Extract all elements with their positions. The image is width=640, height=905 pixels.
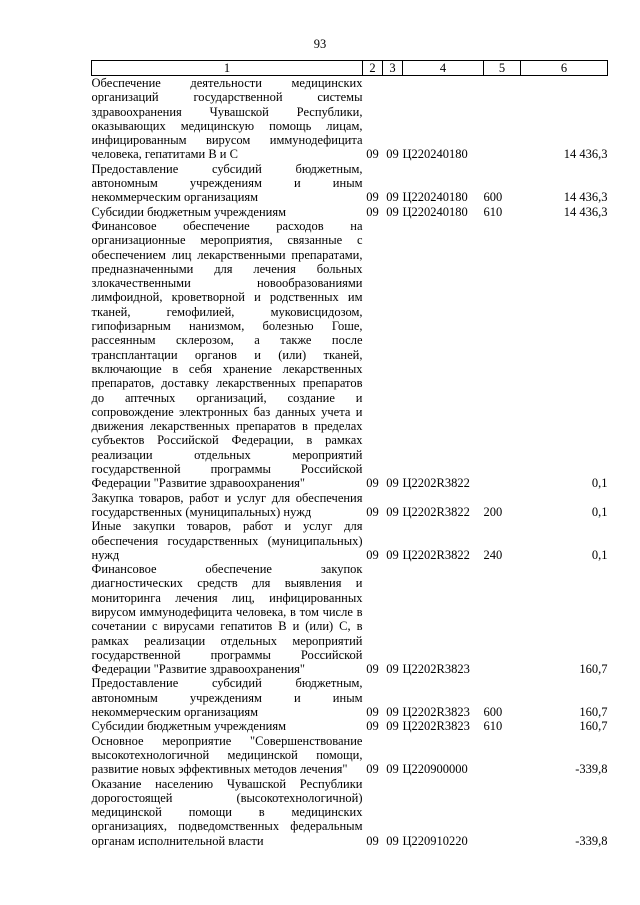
row-name: Основное мероприятие "Совершенствование высокотехнологичной медицинской помощи, развитие новых эффективных методов лечения" xyxy=(91,733,363,777)
table-row xyxy=(92,219,608,491)
row-name: Закупка товаров, работ и услуг для обеспечения государственных (муниципальных) нужд xyxy=(91,490,363,519)
row-name: Субсидии бюджетным учреждениям xyxy=(91,204,287,219)
row-target-item: Ц2202R3823 xyxy=(402,705,470,720)
row-amount: 0,1 xyxy=(591,504,608,519)
row-section: 09 xyxy=(366,719,379,734)
row-amount: 160,7 xyxy=(579,719,608,734)
row-name: Иные закупки товаров, работ и услуг для обеспечения государственных (муниципальных) нужд xyxy=(91,519,363,562)
row-expense-type: 240 xyxy=(483,547,503,562)
row-amount: 0,1 xyxy=(591,476,608,491)
column-header-amount: 6 xyxy=(521,61,608,76)
row-section: 09 xyxy=(366,762,379,777)
row-expense-type: 200 xyxy=(483,504,503,519)
row-section: 09 xyxy=(366,204,379,219)
row-subsection: 09 xyxy=(386,204,399,219)
row-amount: 14 436,3 xyxy=(563,147,608,162)
row-amount: 160,7 xyxy=(579,662,608,677)
row-target-item: Ц220910220 xyxy=(402,833,468,848)
row-subsection: 09 xyxy=(386,762,399,777)
row-amount: 14 436,3 xyxy=(563,204,608,219)
column-header-section: 2 xyxy=(363,61,383,76)
column-header-subsection: 3 xyxy=(383,61,403,76)
row-subsection: 09 xyxy=(386,547,399,562)
row-name: Финансовое обеспечение закупок диагностических средств для выявления и мониторинга лечения лиц, инфицированных вирусом иммунодефицита человека, в том числе в сочетании с вирусами гепатитов B и (или) C, в рамках реализации отдельных мероприятий государственной программы Российской Федерации "Развитие здравоохранения" xyxy=(91,562,363,677)
row-target-item: Ц220240180 xyxy=(402,147,468,162)
row-subsection: 09 xyxy=(386,662,399,677)
column-number-header xyxy=(92,61,608,76)
table-row xyxy=(92,491,608,520)
table-row xyxy=(92,162,608,205)
row-subsection: 09 xyxy=(386,833,399,848)
row-expense-type: 610 xyxy=(483,204,503,219)
row-target-item: Ц220240180 xyxy=(402,190,468,205)
column-header-expense-type: 5 xyxy=(484,61,521,76)
row-section: 09 xyxy=(366,547,379,562)
table-row xyxy=(92,519,608,562)
table-row xyxy=(92,676,608,719)
row-expense-type: 600 xyxy=(483,190,503,205)
page-number: 93 xyxy=(313,37,327,51)
row-amount: 160,7 xyxy=(579,705,608,720)
row-target-item: Ц2202R3822 xyxy=(402,476,470,491)
row-subsection: 09 xyxy=(386,719,399,734)
table-row xyxy=(92,205,608,219)
row-section: 09 xyxy=(366,190,379,205)
table-row xyxy=(92,734,608,777)
row-section: 09 xyxy=(366,662,379,677)
row-amount: 14 436,3 xyxy=(563,190,608,205)
row-section: 09 xyxy=(366,705,379,720)
row-name: Предоставление субсидий бюджетным, автономным учреждениям и иным некоммерческим организациям xyxy=(91,676,363,720)
row-section: 09 xyxy=(366,833,379,848)
row-target-item: Ц2202R3822 xyxy=(402,504,470,519)
row-expense-type xyxy=(484,734,521,777)
row-name: Финансовое обеспечение расходов на организационные мероприятия, связанные с обеспечением лиц лекарственными препаратами, предназначенными для лечения больных злокачественными новообразованиями лимфоидной, кроветворной и родственных им тканей, гемофилией, муковисцидозом, гипофизарным нанизмом, болезнью Гоше, рассеянным склерозом, а также после трансплантации органов и (или) тканей, включающие в себя хранение лекарственных препаратов, доставку лекарственных препаратов до аптечных организаций, создание и сопровождение электронных баз данных учета и движения лекарственных препаратов в пределах субъектов Российской Федерации, в рамках реализации отдельных мероприятий государственной программы Российской Федерации "Развитие здравоохранения" xyxy=(91,218,363,491)
row-expense-type: 600 xyxy=(483,705,503,720)
row-name: Субсидии бюджетным учреждениям xyxy=(91,719,287,734)
row-target-item: Ц220900000 xyxy=(402,762,468,777)
row-subsection: 09 xyxy=(386,190,399,205)
row-expense-type xyxy=(484,219,521,491)
row-target-item: Ц220240180 xyxy=(402,204,468,219)
row-subsection: 09 xyxy=(386,476,399,491)
row-expense-type xyxy=(484,777,521,848)
row-target-item: Ц2202R3822 xyxy=(402,547,470,562)
row-section: 09 xyxy=(366,476,379,491)
column-header-target-item: 4 xyxy=(403,61,484,76)
column-header-name: 1 xyxy=(92,61,363,76)
row-amount: 0,1 xyxy=(591,547,608,562)
row-subsection: 09 xyxy=(386,504,399,519)
row-section: 09 xyxy=(366,147,379,162)
table-row xyxy=(92,719,608,733)
row-expense-type: 610 xyxy=(483,719,503,734)
row-name: Предоставление субсидий бюджетным, автономным учреждениям и иным некоммерческим организациям xyxy=(91,161,363,205)
row-target-item: Ц2202R3823 xyxy=(402,719,470,734)
table-row xyxy=(92,76,608,162)
row-amount: -339,8 xyxy=(575,762,608,777)
row-target-item: Ц2202R3823 xyxy=(402,662,470,677)
row-section: 09 xyxy=(366,504,379,519)
table-row xyxy=(92,562,608,676)
row-subsection: 09 xyxy=(386,147,399,162)
row-expense-type xyxy=(484,76,521,162)
budget-table xyxy=(91,60,608,848)
row-name: Оказание населению Чувашской Республики дорогостоящей (высокотехнологичной) медицинской помощи в медицинских организациях, подведомственных федеральным органам исполнительной власти xyxy=(91,776,363,848)
table-row xyxy=(92,777,608,848)
row-subsection: 09 xyxy=(386,705,399,720)
row-expense-type xyxy=(484,562,521,676)
row-amount: -339,8 xyxy=(575,833,608,848)
row-name: Обеспечение деятельности медицинских организаций государственной системы здравоохранения Чувашской Республики, оказывающих медицинскую помощь лицам, инфицированным вирусом иммунодефицита человека, гепатитами B и C xyxy=(91,76,363,162)
